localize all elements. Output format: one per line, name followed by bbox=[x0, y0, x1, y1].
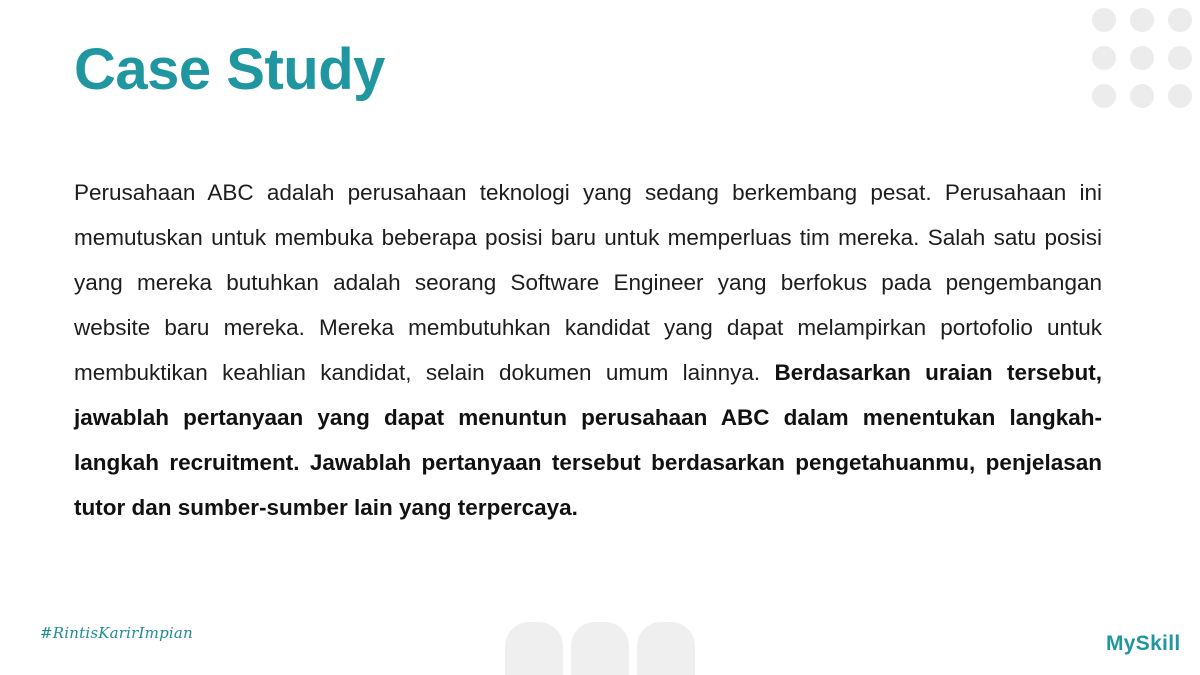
decorative-dot bbox=[1168, 8, 1192, 32]
decorative-dot bbox=[1092, 46, 1116, 70]
decorative-tab bbox=[637, 622, 695, 675]
decorative-tab bbox=[505, 622, 563, 675]
decorative-tab bbox=[571, 622, 629, 675]
hashtag-text: #RintisKarirImpian bbox=[40, 624, 193, 642]
decorative-dot bbox=[1092, 8, 1116, 32]
slide-title: Case Study bbox=[74, 37, 385, 102]
decorative-dot bbox=[1168, 84, 1192, 108]
paragraph-regular-text: Perusahaan ABC adalah perusahaan teknologi yang sedang berkembang pesat. Perusahaan ini memutuskan untuk membuka beberapa posisi baru untuk memperluas tim mereka. Salah satu posisi yang mereka butuhkan adalah seorang Software Engineer yang berfokus pada pengembangan website baru mereka. Mereka membutuhkan kandidat yang dapat melampirkan portofolio untuk membuktikan keahlian kandidat, selain dokumen umum lainnya. bbox=[74, 180, 1102, 385]
decorative-dot-grid bbox=[1092, 8, 1200, 110]
myskill-logo: MySkill bbox=[1106, 632, 1181, 655]
paragraph-bold-instruction: Berdasarkan uraian tersebut, jawablah pertanyaan yang dapat menuntun perusahaan ABC dalam menentukan langkah-langkah recruitment. Jawablah pertanyaan tersebut berdasarkan pengetahuanmu, penjelasan tutor dan sumber-sumber lain yang terpercaya. bbox=[74, 360, 1103, 520]
decorative-tab-shapes bbox=[505, 622, 695, 675]
decorative-dot bbox=[1130, 8, 1154, 32]
decorative-dot bbox=[1168, 46, 1192, 70]
decorative-dot bbox=[1130, 46, 1154, 70]
case-study-paragraph bbox=[74, 170, 1102, 530]
decorative-dot bbox=[1130, 84, 1154, 108]
decorative-dot bbox=[1092, 84, 1116, 108]
